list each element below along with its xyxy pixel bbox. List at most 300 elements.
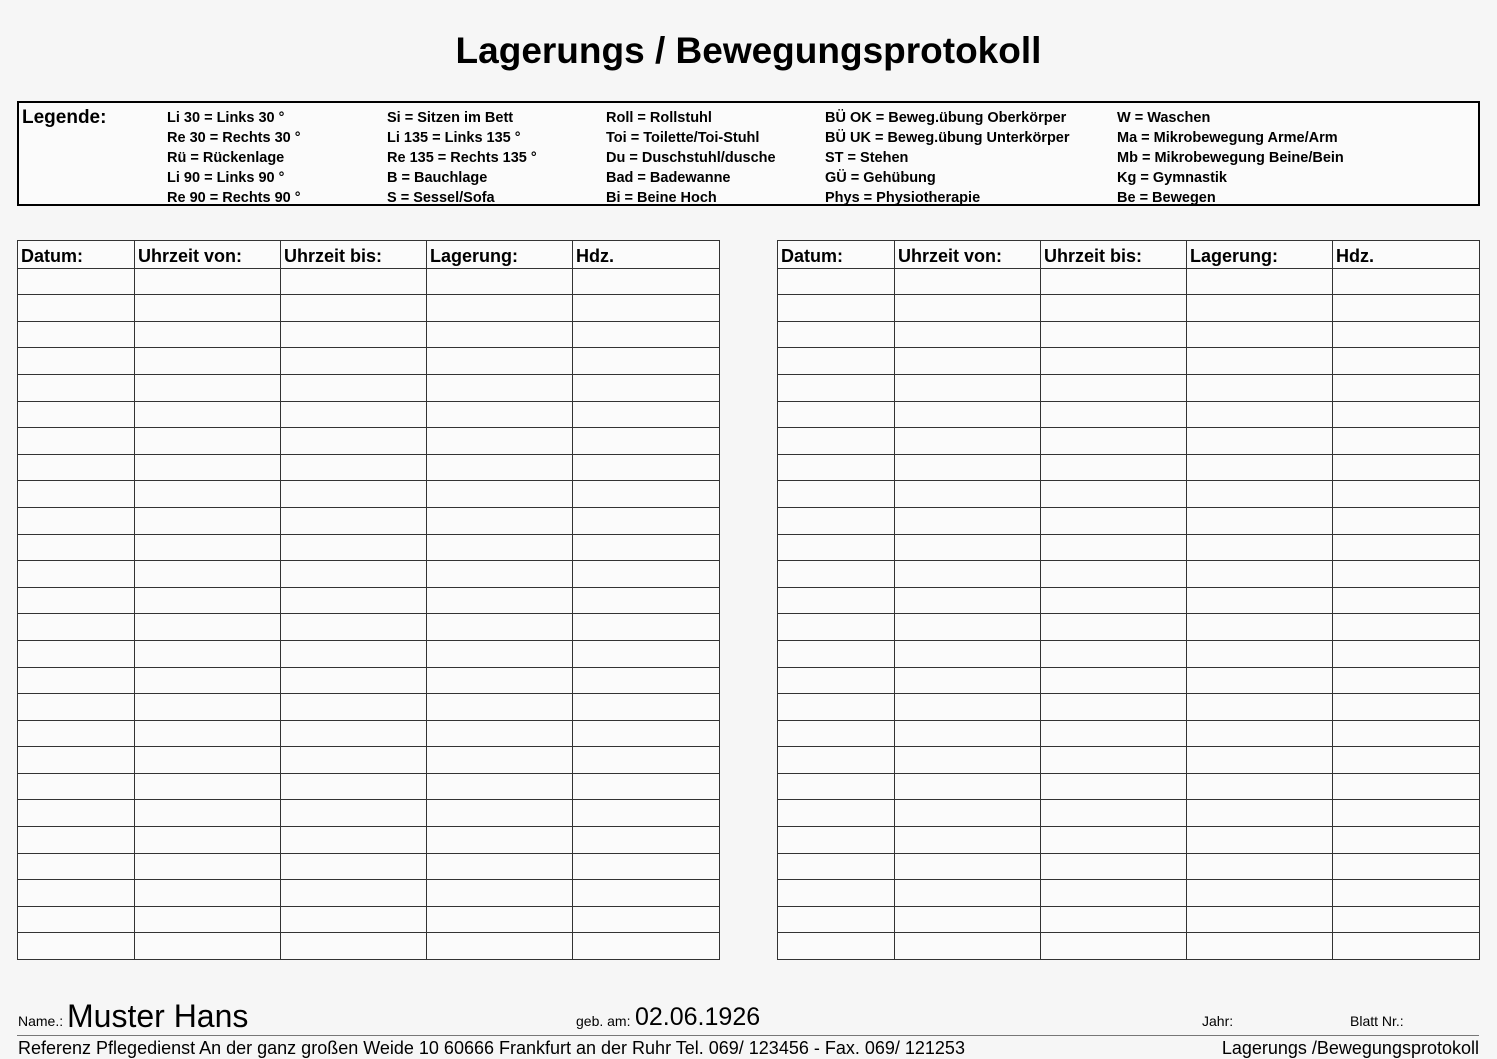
- table-cell: [18, 906, 135, 933]
- table-cell: [1041, 800, 1187, 827]
- table-row: [18, 773, 720, 800]
- table-cell: [573, 348, 720, 375]
- footer-divider: [17, 1035, 1479, 1036]
- table-row: [18, 827, 720, 854]
- table-cell: [18, 747, 135, 774]
- table-cell: [281, 454, 427, 481]
- table-cell: [281, 667, 427, 694]
- table-cell: [895, 534, 1041, 561]
- table-cell: [1187, 694, 1333, 721]
- table-cell: [18, 295, 135, 322]
- table-row: [778, 401, 1480, 428]
- table-cell: [135, 640, 281, 667]
- legend-entry: Si = Sitzen im Bett: [387, 110, 514, 126]
- table-cell: [135, 295, 281, 322]
- table-cell: [427, 401, 573, 428]
- table-cell: [281, 853, 427, 880]
- table-cell: [135, 401, 281, 428]
- table-row: [778, 747, 1480, 774]
- table-cell: [778, 401, 895, 428]
- legend-entry: Phys = Physiotherapie: [825, 190, 981, 206]
- table-cell: [1187, 348, 1333, 375]
- table-row: [18, 295, 720, 322]
- table-cell: [427, 640, 573, 667]
- table-cell: [427, 694, 573, 721]
- table-cell: [1041, 640, 1187, 667]
- table-cell: [18, 933, 135, 960]
- table-cell: [281, 534, 427, 561]
- table-cell: [1041, 268, 1187, 295]
- table-row: [18, 401, 720, 428]
- table-header-row: [778, 241, 1480, 269]
- table-row: [18, 481, 720, 508]
- table-cell: [573, 853, 720, 880]
- table-cell: [573, 374, 720, 401]
- table-row: [778, 268, 1480, 295]
- table-cell: [1333, 454, 1480, 481]
- table-cell: [1187, 906, 1333, 933]
- table-cell: [135, 348, 281, 375]
- table-row: [18, 880, 720, 907]
- table-cell: [778, 640, 895, 667]
- table-row: [18, 720, 720, 747]
- legend-column-4: [825, 108, 1070, 208]
- table-cell: [1041, 747, 1187, 774]
- table-row: [18, 853, 720, 880]
- table-cell: [281, 348, 427, 375]
- table-cell: [427, 720, 573, 747]
- table-row: [778, 534, 1480, 561]
- table-cell: [895, 454, 1041, 481]
- table-cell: [895, 933, 1041, 960]
- name-label: Name.:: [18, 1013, 64, 1029]
- table-cell: [895, 428, 1041, 455]
- table-cell: [573, 428, 720, 455]
- table-cell: [1041, 374, 1187, 401]
- table-cell: [778, 747, 895, 774]
- table-cell: [135, 507, 281, 534]
- table-cell: [135, 906, 281, 933]
- table-cell: [1041, 827, 1187, 854]
- table-cell: [778, 827, 895, 854]
- table-row: [778, 374, 1480, 401]
- table-cell: [281, 933, 427, 960]
- table-row: [778, 321, 1480, 348]
- table-cell: [573, 481, 720, 508]
- table-cell: [778, 906, 895, 933]
- legend-entry: BÜ UK = Beweg.übung Unterkörper: [825, 130, 1070, 146]
- table-cell: [1041, 561, 1187, 588]
- table-cell: [135, 587, 281, 614]
- table-cell: [427, 348, 573, 375]
- table-cell: [1041, 348, 1187, 375]
- legend-entry: Bi = Beine Hoch: [606, 190, 717, 206]
- table-cell: [1041, 321, 1187, 348]
- table-row: [778, 561, 1480, 588]
- table-cell: [281, 268, 427, 295]
- table-cell: [895, 587, 1041, 614]
- table-cell: [1041, 773, 1187, 800]
- table-row: [18, 268, 720, 295]
- table-cell: [895, 268, 1041, 295]
- table-cell: [1041, 401, 1187, 428]
- table-cell: [427, 454, 573, 481]
- table-cell: [281, 401, 427, 428]
- table-row: [778, 614, 1480, 641]
- table-cell: [1187, 853, 1333, 880]
- table-cell: [135, 933, 281, 960]
- table-cell: [1333, 906, 1480, 933]
- table-cell: [573, 933, 720, 960]
- table-cell: [573, 773, 720, 800]
- table-cell: [895, 507, 1041, 534]
- table-row: [18, 507, 720, 534]
- protocol-table-right: [777, 240, 1480, 960]
- table-row: [18, 614, 720, 641]
- table-cell: [895, 614, 1041, 641]
- table-cell: [427, 534, 573, 561]
- table-cell: [427, 667, 573, 694]
- table-cell: [427, 747, 573, 774]
- table-row: [778, 694, 1480, 721]
- table-cell: [281, 374, 427, 401]
- table-cell: [1041, 933, 1187, 960]
- table-cell: [18, 827, 135, 854]
- legend-box: [17, 101, 1480, 206]
- table-cell: [18, 800, 135, 827]
- table-cell: [1041, 481, 1187, 508]
- legend-entry: Li 90 = Links 90 °: [167, 170, 285, 186]
- table-cell: [427, 853, 573, 880]
- table-cell: [427, 428, 573, 455]
- name-value: Muster Hans: [67, 998, 249, 1034]
- table-cell: [281, 507, 427, 534]
- table-cell: [1333, 720, 1480, 747]
- table-cell: [895, 667, 1041, 694]
- table-row: [18, 800, 720, 827]
- legend-entry: Li 30 = Links 30 °: [167, 110, 285, 126]
- table-cell: [1187, 720, 1333, 747]
- table-cell: [1333, 374, 1480, 401]
- table-cell: [18, 374, 135, 401]
- table-cell: [281, 720, 427, 747]
- legend-entry: Roll = Rollstuhl: [606, 110, 712, 126]
- table-cell: [18, 694, 135, 721]
- table-cell: [895, 773, 1041, 800]
- table-cell: [18, 321, 135, 348]
- table-cell: [1333, 481, 1480, 508]
- table-cell: [573, 880, 720, 907]
- table-cell: [135, 428, 281, 455]
- table-cell: [573, 694, 720, 721]
- table-cell: [1187, 321, 1333, 348]
- table-cell: [135, 534, 281, 561]
- table-cell: [1187, 481, 1333, 508]
- table-cell: [18, 587, 135, 614]
- table-cell: [281, 880, 427, 907]
- table-cell: [1333, 640, 1480, 667]
- table-cell: [778, 348, 895, 375]
- table-cell: [135, 800, 281, 827]
- table-row: [778, 640, 1480, 667]
- table-cell: [778, 561, 895, 588]
- table-cell: [1187, 587, 1333, 614]
- table-cell: [573, 454, 720, 481]
- table-cell: [1187, 428, 1333, 455]
- table-cell: [1333, 295, 1480, 322]
- table-cell: [18, 667, 135, 694]
- table-cell: [778, 587, 895, 614]
- table-cell: [281, 321, 427, 348]
- table-cell: [18, 401, 135, 428]
- table-row: [778, 827, 1480, 854]
- table-row: [18, 374, 720, 401]
- legend-entry: Re 30 = Rechts 30 °: [167, 130, 301, 146]
- table-cell: [573, 614, 720, 641]
- table-cell: [778, 800, 895, 827]
- table-cell: [778, 933, 895, 960]
- table-cell: [573, 827, 720, 854]
- table-cell: [427, 827, 573, 854]
- table-cell: [135, 827, 281, 854]
- table-cell: [135, 561, 281, 588]
- table-cell: [135, 720, 281, 747]
- table-row: [18, 428, 720, 455]
- table-cell: [778, 321, 895, 348]
- table-cell: [281, 481, 427, 508]
- table-cell: [18, 640, 135, 667]
- table-cell: [895, 640, 1041, 667]
- table-cell: [895, 374, 1041, 401]
- table-cell: [573, 295, 720, 322]
- legend-entry: Li 135 = Links 135 °: [387, 130, 521, 146]
- table-cell: [778, 614, 895, 641]
- table-cell: [18, 773, 135, 800]
- table-cell: [427, 906, 573, 933]
- table-row: [778, 667, 1480, 694]
- table-cell: [1187, 880, 1333, 907]
- table-cell: [895, 853, 1041, 880]
- table-cell: [1333, 667, 1480, 694]
- table-cell: [18, 268, 135, 295]
- table-row: [18, 906, 720, 933]
- table-cell: [1041, 694, 1187, 721]
- table-cell: [778, 534, 895, 561]
- table-cell: [281, 587, 427, 614]
- sheet-number-label: Blatt Nr.:: [1350, 1013, 1404, 1029]
- table-cell: [573, 268, 720, 295]
- column-header-uhrzeit-bis: Uhrzeit bis:: [1041, 241, 1187, 269]
- table-row: [18, 667, 720, 694]
- table-cell: [281, 747, 427, 774]
- legend-column-5: [1117, 108, 1344, 208]
- table-cell: [1333, 853, 1480, 880]
- table-row: [18, 321, 720, 348]
- table-cell: [1187, 747, 1333, 774]
- table-cell: [573, 534, 720, 561]
- table-cell: [1333, 694, 1480, 721]
- table-header-row: [18, 241, 720, 269]
- table-cell: [427, 800, 573, 827]
- table-cell: [573, 640, 720, 667]
- table-cell: [895, 295, 1041, 322]
- table-row: [778, 348, 1480, 375]
- table-cell: [1187, 614, 1333, 641]
- table-cell: [778, 853, 895, 880]
- table-cell: [427, 295, 573, 322]
- table-cell: [573, 720, 720, 747]
- protocol-table-left: [17, 240, 720, 960]
- table-cell: [427, 773, 573, 800]
- legend-column-1: [167, 108, 301, 208]
- legend-entry: Mb = Mikrobewegung Beine/Bein: [1117, 150, 1344, 166]
- column-header-lagerung: Lagerung:: [1187, 241, 1333, 269]
- table-cell: [281, 906, 427, 933]
- table-cell: [1041, 534, 1187, 561]
- table-cell: [778, 667, 895, 694]
- table-cell: [1333, 561, 1480, 588]
- table-cell: [427, 933, 573, 960]
- column-header-uhrzeit-von: Uhrzeit von:: [135, 241, 281, 269]
- legend-entry: Rü = Rückenlage: [167, 150, 285, 166]
- table-cell: [1187, 534, 1333, 561]
- table-row: [18, 640, 720, 667]
- table-cell: [1333, 401, 1480, 428]
- table-cell: [427, 614, 573, 641]
- legend-column-3: [606, 108, 776, 208]
- table-cell: [573, 587, 720, 614]
- table-cell: [427, 321, 573, 348]
- table-cell: [573, 800, 720, 827]
- table-cell: [427, 880, 573, 907]
- table-row: [778, 587, 1480, 614]
- legend-entry: Ma = Mikrobewegung Arme/Arm: [1117, 130, 1338, 146]
- table-cell: [18, 720, 135, 747]
- column-header-lagerung: Lagerung:: [427, 241, 573, 269]
- table-cell: [281, 773, 427, 800]
- table-cell: [895, 800, 1041, 827]
- table-cell: [778, 773, 895, 800]
- table-cell: [778, 454, 895, 481]
- table-cell: [1041, 587, 1187, 614]
- table-cell: [135, 374, 281, 401]
- table-cell: [281, 561, 427, 588]
- table-cell: [18, 348, 135, 375]
- table-cell: [895, 747, 1041, 774]
- table-cell: [573, 507, 720, 534]
- table-cell: [1333, 534, 1480, 561]
- table-row: [778, 773, 1480, 800]
- table-cell: [135, 667, 281, 694]
- table-cell: [1041, 667, 1187, 694]
- legend-column-2: [387, 108, 537, 208]
- table-cell: [1187, 268, 1333, 295]
- table-cell: [135, 321, 281, 348]
- legend-entry: B = Bauchlage: [387, 170, 488, 186]
- legend-entry: Re 135 = Rechts 135 °: [387, 150, 537, 166]
- table-cell: [135, 747, 281, 774]
- table-cell: [18, 481, 135, 508]
- table-cell: [281, 295, 427, 322]
- table-cell: [18, 614, 135, 641]
- table-cell: [895, 880, 1041, 907]
- table-cell: [778, 268, 895, 295]
- table-cell: [1187, 374, 1333, 401]
- column-header-datum: Datum:: [18, 241, 135, 269]
- table-cell: [135, 853, 281, 880]
- table-cell: [895, 827, 1041, 854]
- column-header-uhrzeit-bis: Uhrzeit bis:: [281, 241, 427, 269]
- table-cell: [135, 880, 281, 907]
- table-cell: [895, 321, 1041, 348]
- birth-date-label: geb. am:: [576, 1013, 631, 1029]
- table-cell: [1333, 348, 1480, 375]
- footer-address: Referenz Pflegedienst An der ganz großen Weide 10 60666 Frankfurt an der Ruhr Tel. 069/ 123456 - Fax. 069/ 121253: [18, 1038, 965, 1058]
- table-cell: [18, 561, 135, 588]
- table-cell: [778, 720, 895, 747]
- table-cell: [1187, 827, 1333, 854]
- table-row: [18, 694, 720, 721]
- table-cell: [135, 454, 281, 481]
- table-cell: [1333, 827, 1480, 854]
- table-cell: [18, 454, 135, 481]
- legend-entry: S = Sessel/Sofa: [387, 190, 495, 206]
- table-row: [778, 295, 1480, 322]
- birth-date-value: 02.06.1926: [635, 1003, 761, 1031]
- table-cell: [135, 268, 281, 295]
- table-row: [778, 720, 1480, 747]
- legend-entry: Toi = Toilette/Toi-Stuhl: [606, 130, 760, 146]
- table-cell: [1187, 507, 1333, 534]
- table-row: [18, 933, 720, 960]
- table-cell: [1333, 880, 1480, 907]
- page-title: Lagerungs / Bewegungsprotokoll: [455, 30, 1042, 71]
- table-cell: [18, 507, 135, 534]
- table-cell: [281, 614, 427, 641]
- legend-entry: Re 90 = Rechts 90 °: [167, 190, 301, 206]
- table-cell: [895, 694, 1041, 721]
- table-cell: [573, 747, 720, 774]
- table-row: [18, 454, 720, 481]
- legend-label: Legende:: [22, 107, 107, 128]
- table-cell: [18, 534, 135, 561]
- legend-entry: Du = Duschstuhl/dusche: [606, 150, 776, 166]
- table-cell: [1187, 800, 1333, 827]
- column-header-uhrzeit-von: Uhrzeit von:: [895, 241, 1041, 269]
- table-row: [18, 587, 720, 614]
- table-cell: [281, 428, 427, 455]
- table-cell: [778, 880, 895, 907]
- table-cell: [135, 694, 281, 721]
- table-cell: [778, 428, 895, 455]
- table-cell: [778, 694, 895, 721]
- table-cell: [1041, 906, 1187, 933]
- column-header-hdz: Hdz.: [573, 241, 720, 269]
- column-header-hdz: Hdz.: [1333, 241, 1480, 269]
- table-cell: [281, 640, 427, 667]
- table-cell: [1333, 933, 1480, 960]
- column-header-datum: Datum:: [778, 241, 895, 269]
- legend-entry: Bad = Badewanne: [606, 170, 731, 186]
- table-cell: [895, 561, 1041, 588]
- table-cell: [1333, 800, 1480, 827]
- table-cell: [1041, 720, 1187, 747]
- table-cell: [1041, 295, 1187, 322]
- table-row: [778, 853, 1480, 880]
- table-cell: [573, 561, 720, 588]
- table-cell: [18, 428, 135, 455]
- table-cell: [573, 401, 720, 428]
